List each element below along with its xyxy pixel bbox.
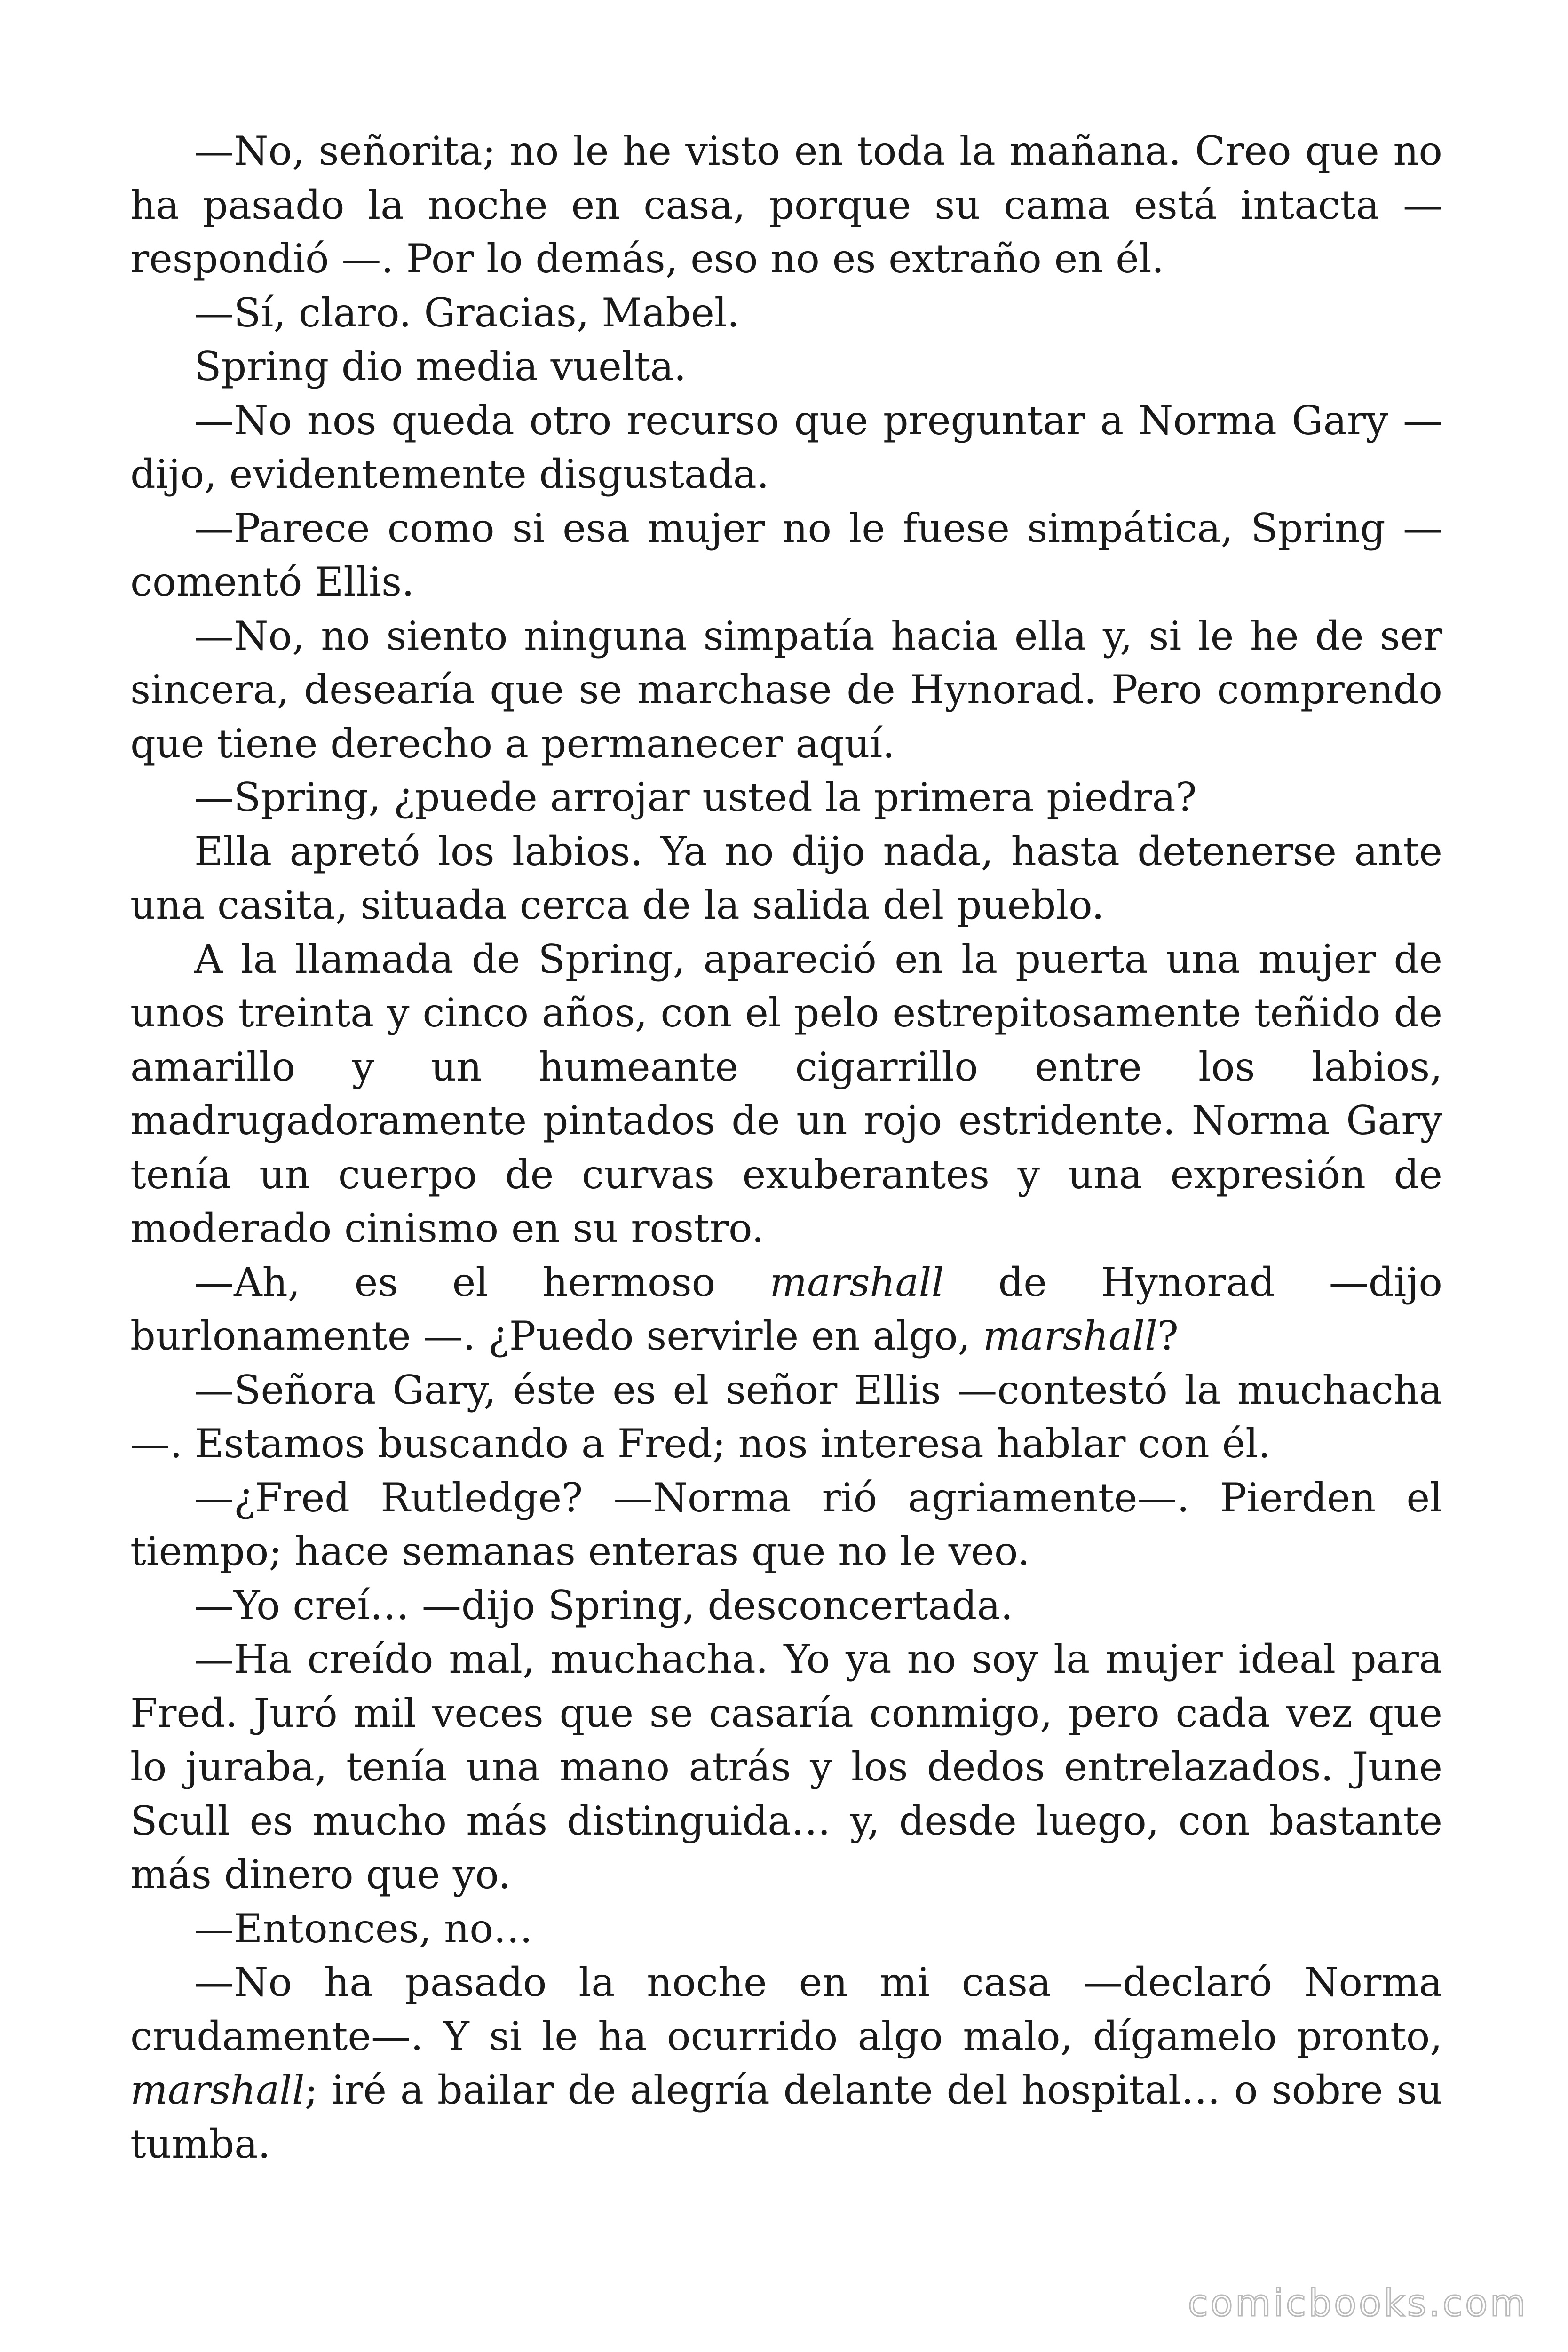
paragraph [130, 1902, 1442, 1956]
paragraph [130, 1471, 1442, 1579]
text-run: —No ha pasado la noche en mi casa —declaró Norma crudamente—. Y si le ha ocurrido algo malo, dígamelo pronto, [130, 1959, 1442, 2059]
text-run: ; iré a bailar de alegría delante del hospital… o sobre su tumba. [130, 2067, 1442, 2167]
watermark-logo: comicbooks.com [1188, 2282, 1528, 2325]
paragraph [130, 1579, 1442, 1633]
text-run: ? [1157, 1313, 1179, 1359]
italic-text: marshall [130, 2067, 305, 2113]
paragraph [130, 286, 1442, 340]
text-run: de Hynorad —dijo burlonamente —. ¿Puedo servirle en algo, [130, 1259, 1442, 1359]
paragraph [130, 825, 1442, 932]
paragraph [130, 1632, 1442, 1902]
text-run: —No nos queda otro recurso que preguntar a Norma Gary —dijo, evidentemente disgustada. [130, 397, 1442, 497]
text-run: —Ha creído mal, muchacha. Yo ya no soy la mujer ideal para Fred. Juró mil veces que se casaría conmigo, pero cada vez que lo juraba, tenía una mano atrás y los dedos entrelazados. June Scull es mucho más distinguida… y, desde luego, con bastante más dinero que yo. [130, 1636, 1442, 1898]
paragraph [130, 1363, 1442, 1471]
text-run: Spring dio media vuelta. [194, 343, 687, 389]
paragraph [130, 340, 1442, 394]
text-run: —Entonces, no… [194, 1905, 533, 1952]
paragraph [130, 501, 1442, 609]
paragraph [130, 124, 1442, 286]
text-run: —Spring, ¿puede arrojar usted la primera piedra? [194, 774, 1197, 820]
text-run: Ella apretó los labios. Ya no dijo nada, hasta detenerse ante una casita, situada cerca de la salida del pueblo. [130, 828, 1442, 928]
italic-text: marshall [983, 1313, 1157, 1359]
paragraph [130, 394, 1442, 501]
text-run: —No, no siento ninguna simpatía hacia ella y, si le he de ser sincera, desearía que se marchase de Hynorad. Pero comprendo que tiene derecho a permanecer aquí. [130, 612, 1442, 767]
text-run: —¿Fred Rutledge? —Norma rió agriamente—. Pierden el tiempo; hace semanas enteras que no le veo. [130, 1474, 1442, 1574]
paragraph [130, 609, 1442, 771]
italic-text: marshall [769, 1259, 944, 1305]
text-run: A la llamada de Spring, apareció en la puerta una mujer de unos treinta y cinco años, con el pelo estrepitosamente teñido de amarillo y un humeante cigarrillo entre los labios, madrugadoramente pintados de un rojo estridente. Norma Gary tenía un cuerpo de curvas exuberantes y una expresión de moderado cinismo en su rostro. [130, 936, 1442, 1251]
paragraph [130, 932, 1442, 1255]
text-run: —Parece como si esa mujer no le fuese simpática, Spring —comentó Ellis. [130, 505, 1442, 605]
text-run: —Ah, es el hermoso [194, 1259, 770, 1305]
text-run: —Sí, claro. Gracias, Mabel. [194, 289, 740, 336]
text-run: —Yo creí… —dijo Spring, desconcertada. [194, 1582, 1014, 1629]
text-run: —Señora Gary, éste es el señor Ellis —contestó la muchacha—. Estamos buscando a Fred; nos interesa hablar con él. [130, 1367, 1442, 1467]
paragraph [130, 1255, 1442, 1363]
body-text [130, 124, 1442, 2171]
text-run: —No, señorita; no le he visto en toda la mañana. Creo que no ha pasado la noche en casa, porque su cama está intacta —respondió —. Por lo demás, eso no es extraño en él. [130, 128, 1442, 282]
paragraph [130, 771, 1442, 825]
paragraph [130, 1955, 1442, 2171]
